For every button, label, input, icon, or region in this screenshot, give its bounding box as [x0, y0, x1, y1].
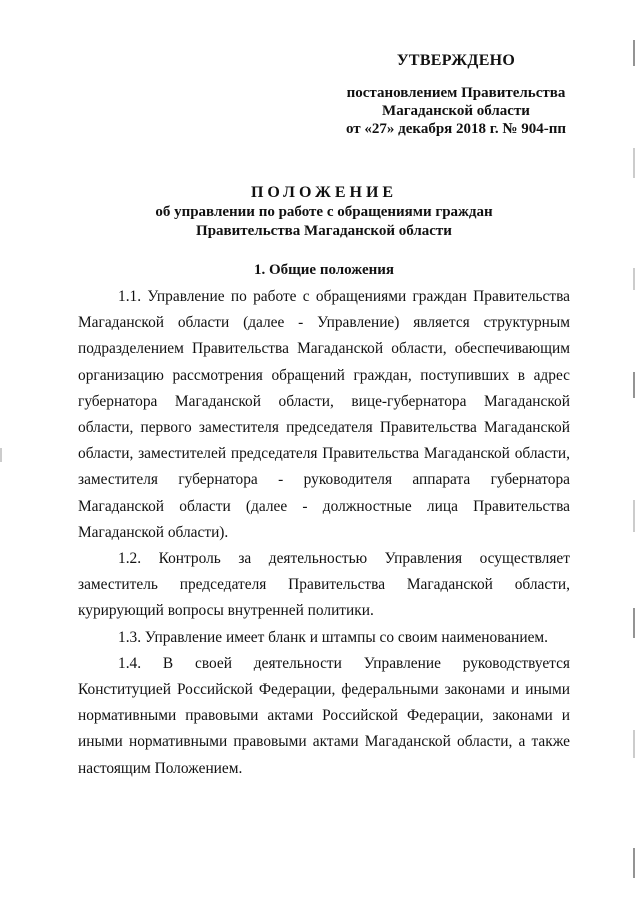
paragraph-1-4: 1.4. В своей деятельности Управление руководствуется Конституцией Российской Федерации, федеральными законами и иными нормативными правовыми актами Российской Федерации, законами и иными нормативными правовыми актами Магаданской области, а также настоящим Положением.: [78, 654, 570, 777]
section-heading: 1. Общие положения: [253, 262, 395, 278]
document-subtitle-line: Правительства Магаданской области: [196, 223, 452, 239]
scan-edge-mark: [633, 848, 635, 878]
approval-line: Магаданской области: [382, 103, 530, 119]
paragraph-1-1: 1.1. Управление по работе с обращениями граждан Правительства Магаданской области (далее - Управление) является структурным подразделением Правительства Магаданской области, обеспечивающим организацию рассмотрения обращений граждан, поступивших в адрес губернатора Магаданской области, вице-губернатора Магаданской области, первого заместителя председателя Правительства Магаданской области, заместителей председателя Правительства Магаданской области, заместителя губернатора - руководителя аппарата губернатора Магаданской области (далее - должностные лица Правительства Магаданской области).: [78, 288, 570, 541]
document-subtitle-line: об управлении по работе с обращениями граждан: [155, 204, 493, 220]
document-body: [78, 284, 570, 782]
paragraph-1-2: 1.2. Контроль за деятельностью Управления осуществляет заместитель председателя Правительства Магаданской области, курирующий вопросы внутренней политики.: [78, 550, 570, 620]
scan-edge-mark: [0, 448, 2, 462]
scan-edge-mark: [633, 608, 635, 638]
approval-heading: УТВЕРЖДЕНО: [396, 52, 516, 69]
approval-line: от «27» декабря 2018 г. № 904-пп: [345, 121, 566, 137]
scan-edge-mark: [633, 730, 635, 758]
document-title: ПОЛОЖЕНИЕ: [250, 184, 398, 201]
scan-edge-mark: [633, 268, 635, 290]
approval-stamp: [336, 52, 576, 138]
scan-edge-mark: [633, 148, 635, 178]
scan-edge-mark: [633, 40, 635, 66]
scan-edge-mark: [633, 500, 635, 532]
document-title-block: [78, 183, 570, 241]
paragraph-1-3: 1.3. Управление имеет бланк и штампы со своим наименованием.: [118, 628, 549, 646]
approval-line: постановлением Правительства: [346, 85, 566, 101]
scan-edge-mark: [633, 372, 635, 398]
